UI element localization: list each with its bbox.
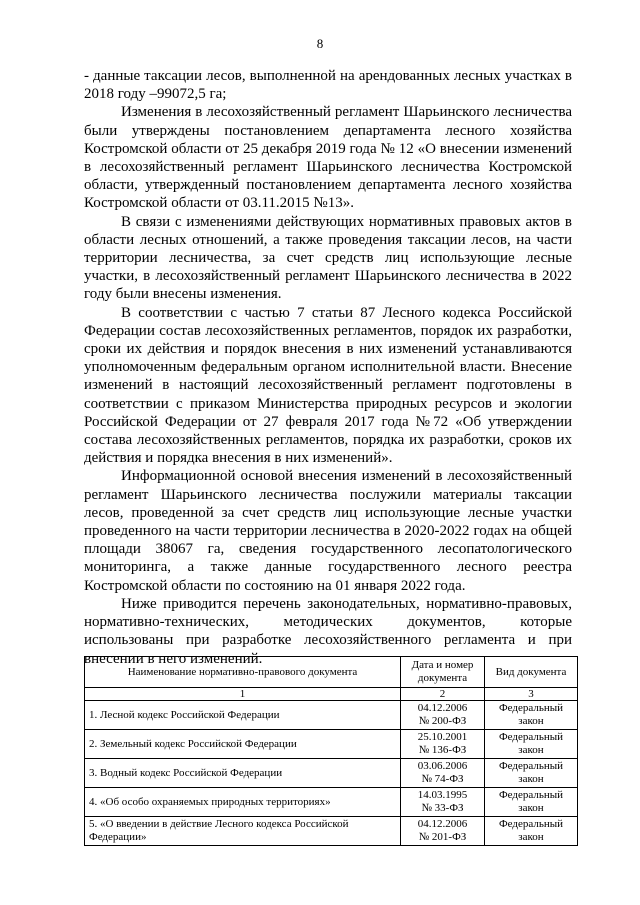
paragraph: В связи с изменениями действующих нормативных правовых актов в области лесных отношений, а также проведения таксации лесов, на части территории лесничества, за счет средств лиц использующие лесные участки, в лесохозяйственный регламент Шарьинского лесничества в 2022 году были внесены изменения. — [84, 213, 572, 303]
document-type: закон — [518, 744, 544, 756]
date-number-cell — [401, 759, 485, 788]
table-row — [85, 817, 578, 846]
document-name: 4. «Об особо охраняемых природных территориях» — [85, 788, 401, 817]
header-document-name: Наименование нормативно-правового документа — [85, 657, 401, 688]
table-row — [85, 701, 578, 730]
table-row — [85, 788, 578, 817]
column-number: 2 — [401, 688, 485, 701]
paragraph: Изменения в лесохозяйственный регламент Шарьинского лесничества были утверждены постановлением департамента лесного хозяйства Костромской области от 25 декабря 2019 года № 12 «О внесении изменений в лесохозяйственный регламент Шарьинского лесничества Костромской области, утвержденный постановлением департамента лесного хозяйства Костромской области от 03.11.2015 №13». — [84, 104, 572, 212]
document-date: 25.10.2001 — [417, 731, 468, 743]
document-date: 03.06.2006 — [417, 760, 468, 772]
document-date: 04.12.2006 — [417, 702, 468, 714]
paragraph: - данные таксации лесов, выполненной на арендованных лесных участках в 2018 году –99072,5 га; — [84, 68, 572, 103]
page-number: 8 — [316, 36, 324, 51]
document-type: Федеральный — [498, 818, 564, 830]
table-header-row — [85, 657, 578, 688]
document-name: 2. Земельный кодекс Российской Федерации — [85, 730, 401, 759]
documents-table — [84, 656, 578, 846]
document-type-cell — [485, 730, 578, 759]
paragraph: В соответствии с частью 7 статьи 87 Лесного кодекса Российской Федерации состав лесохозяйственных регламентов, порядок их разработки, сроки их действия и порядок внесения в них изменений устанавливаются уполномоченным федеральным органом исполнительной власти. Внесение изменений в настоящий лесохозяйственный регламент подготовлены в соответствии с приказом Министерства природных ресурсов и экологии Российской Федерации от 27 февраля 2017 года №72 «Об утверждении состава лесохозяйственных регламентов, порядка их разработки, сроков их действия и порядка внесения в них изменений». — [84, 304, 572, 467]
date-number-cell — [401, 701, 485, 730]
document-number: № 33-ФЗ — [421, 802, 464, 814]
paragraph: Информационной основой внесения изменений в лесохозяйственный регламент Шарьинского лесничества послужили материалы таксации лесов, проведенной за счет средств лиц использующие лесные участки проведенного на части территории лесничества в 2020-2022 годах на общей площади 38067 га, сведения государственного лесопатологического мониторинга, а также данные государственного лесного реестра Костромской области по состоянию на 01 января 2022 года. — [84, 468, 572, 594]
document-type: закон — [518, 773, 544, 785]
header-document-type: Вид документа — [485, 657, 578, 688]
document-name: 3. Водный кодекс Российской Федерации — [85, 759, 401, 788]
column-number: 3 — [485, 688, 578, 701]
document-type: Федеральный — [498, 760, 564, 772]
document-type: Федеральный — [498, 789, 564, 801]
date-number-cell — [401, 788, 485, 817]
column-number-row — [85, 688, 578, 701]
document-name: 1. Лесной кодекс Российской Федерации — [85, 701, 401, 730]
document-type: закон — [518, 831, 544, 843]
document-number: № 201-ФЗ — [418, 831, 467, 843]
document-type-cell — [485, 701, 578, 730]
document-number: № 200-ФЗ — [418, 715, 467, 727]
header-date-number: Дата и номер документа — [401, 657, 485, 688]
date-number-cell — [401, 730, 485, 759]
paragraph: Ниже приводится перечень законодательных, нормативно-правовых, нормативно-технических, методических документов, которые использованы при разработке лесохозяйственного регламента и при внесении в него изменений. — [84, 595, 572, 667]
table-row — [85, 759, 578, 788]
document-type-cell — [485, 759, 578, 788]
column-number: 1 — [85, 688, 401, 701]
document-type: закон — [518, 802, 544, 814]
document-type-cell — [485, 788, 578, 817]
document-date: 04.12.2006 — [417, 818, 468, 830]
document-number: № 136-ФЗ — [418, 744, 467, 756]
document-date: 14.03.1995 — [417, 789, 468, 801]
document-type-cell — [485, 817, 578, 846]
document-name: 5. «О введении в действие Лесного кодекса Российской Федерации» — [85, 817, 401, 846]
document-number: № 74-ФЗ — [421, 773, 464, 785]
date-number-cell — [401, 817, 485, 846]
table-row — [85, 730, 578, 759]
document-type: закон — [518, 715, 544, 727]
document-type: Федеральный — [498, 731, 564, 743]
document-type: Федеральный — [498, 702, 564, 714]
body-text — [84, 67, 572, 668]
